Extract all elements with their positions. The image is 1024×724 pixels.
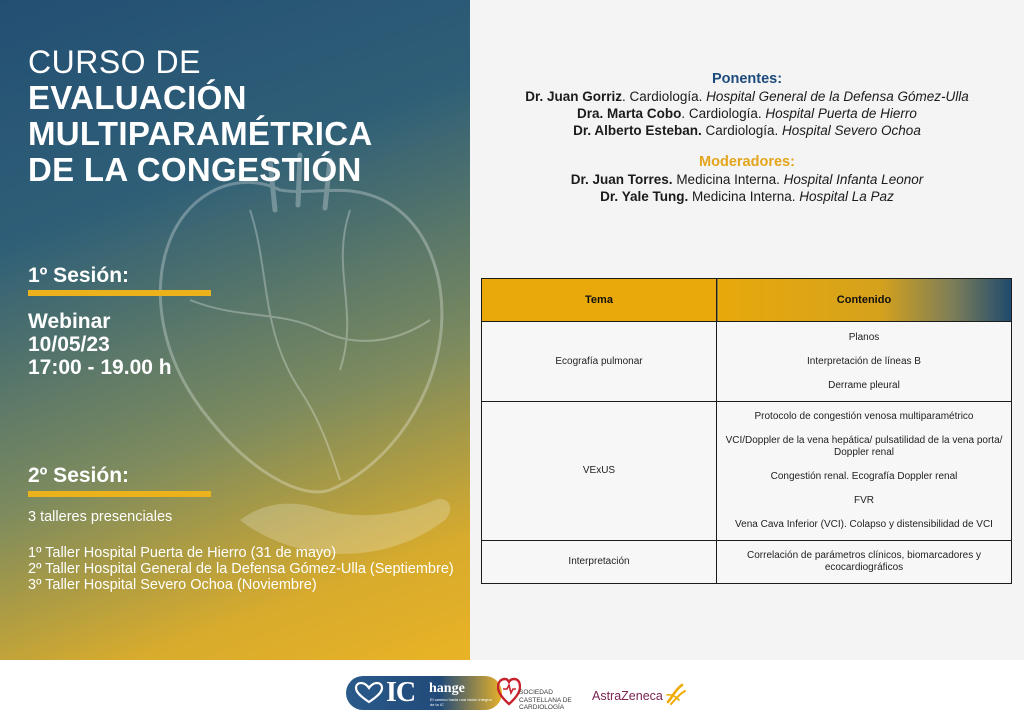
- contenido-item: Interpretación de líneas B: [807, 355, 921, 367]
- agenda-header-row: [482, 279, 1012, 322]
- astrazeneca-logo: [592, 682, 692, 706]
- contenido-item: Correlación de parámetros clínicos, biomarcadores y ecocardiográficos: [747, 550, 981, 573]
- agenda-header-contenido: Contenido: [717, 279, 1012, 322]
- table-row: [482, 322, 1012, 402]
- right-panel: [470, 0, 1024, 660]
- ponente-specialty: . Cardiología.: [622, 89, 707, 104]
- astrazeneca-text: AstraZeneca: [592, 689, 663, 703]
- heart-outline-icon: [354, 682, 384, 704]
- ponente-name: Dr. Juan Gorriz: [525, 89, 623, 104]
- moderadores-title: Moderadores:: [699, 154, 795, 170]
- contenido-item: FVR: [854, 495, 874, 506]
- table-row: [482, 402, 1012, 541]
- course-title-bold-1: EVALUACIÓN: [28, 79, 247, 116]
- session1-type: Webinar: [28, 310, 111, 333]
- contenido-item: Congestión renal. Ecografía Doppler renal: [770, 471, 958, 482]
- course-title-line1: CURSO DE: [28, 44, 201, 80]
- course-title: [28, 44, 458, 188]
- agenda-tema-cell: Interpretación: [482, 541, 717, 584]
- session1-time: 17:00 - 19.00 h: [28, 356, 172, 379]
- ponente-entry: [470, 88, 1024, 105]
- session2-underline: [28, 491, 211, 497]
- session1-details: [28, 310, 172, 379]
- moderador-name: Dr. Juan Torres.: [570, 172, 673, 187]
- ponente-entry: [470, 122, 1024, 139]
- astrazeneca-swirl-icon: [665, 682, 687, 706]
- ichange-tagline: El camino hacia una visión integral de la IC: [430, 697, 492, 707]
- contenido-item: Vena Cava Inferior (VCI). Colapso y distensibilidad de VCI: [735, 519, 993, 530]
- scc-logo: [497, 677, 579, 713]
- speakers-block: [470, 70, 1024, 205]
- agenda-tema-cell: Ecografía pulmonar: [482, 322, 717, 402]
- ponentes-title: Ponentes:: [711, 71, 783, 87]
- agenda-contenido-cell: [717, 541, 1012, 584]
- sponsor-footer: [0, 660, 1024, 724]
- course-title-bold-2: MULTIPARAMÉTRICA: [28, 115, 373, 152]
- course-title-bold-3: DE LA CONGESTIÓN: [28, 151, 362, 188]
- ponente-hospital: Hospital General de la Defensa Gómez-Ulla: [706, 89, 969, 104]
- scc-line: SOCIEDAD: [519, 689, 553, 696]
- scc-line: CASTELLANA DE: [519, 696, 572, 704]
- contenido-item: VCI/Doppler de la vena hepática/ pulsatilidad de la vena porta/ Doppler renal: [725, 435, 1003, 458]
- contenido-item: Protocolo de congestión venosa multiparamétrico: [754, 411, 974, 422]
- ichange-logo: [346, 676, 502, 710]
- taller-item: 2º Taller Hospital General de la Defensa Gómez-Ulla (Septiembre): [28, 561, 454, 577]
- taller-item: 3º Taller Hospital Severo Ochoa (Noviembre): [28, 577, 317, 593]
- agenda-header-tema: Tema: [482, 279, 717, 322]
- moderador-hospital: Hospital Infanta Leonor: [783, 172, 924, 187]
- table-row: [482, 541, 1012, 584]
- session1-heading: 1º Sesión:: [28, 264, 130, 287]
- moderador-entry: [470, 188, 1024, 205]
- session1-date: 10/05/23: [28, 333, 110, 356]
- taller-list: [28, 545, 468, 593]
- agenda-table: [481, 278, 1012, 584]
- ponente-hospital: Hospital Puerta de Hierro: [765, 106, 917, 121]
- contenido-item: Planos: [848, 331, 880, 343]
- ponente-specialty: . Cardiología.: [681, 106, 766, 121]
- left-panel: [0, 0, 470, 660]
- scc-text: [519, 689, 572, 712]
- moderador-specialty: Medicina Interna.: [688, 189, 800, 204]
- session2-heading: 2º Sesión:: [28, 464, 130, 487]
- ponente-specialty: Cardiología.: [701, 123, 782, 138]
- ichange-ic-text: IC: [386, 677, 416, 708]
- agenda-contenido-cell: [717, 322, 1012, 402]
- contenido-item: Derrame pleural: [828, 379, 900, 391]
- ichange-hange-text: hange: [429, 681, 465, 696]
- ponente-hospital: Hospital Severo Ochoa: [782, 123, 921, 138]
- moderador-specialty: Medicina Interna.: [672, 172, 784, 187]
- agenda-tema-cell: VExUS: [482, 402, 717, 541]
- moderador-name: Dr. Yale Tung.: [600, 189, 689, 204]
- moderador-entry: [470, 171, 1024, 188]
- moderador-hospital: Hospital La Paz: [799, 189, 894, 204]
- agenda-contenido-cell: [717, 402, 1012, 541]
- session1-underline: [28, 290, 211, 296]
- taller-item: 1º Taller Hospital Puerta de Hierro (31 de mayo): [28, 545, 337, 561]
- session2-intro: 3 talleres presenciales: [28, 509, 173, 525]
- ponente-name: Dr. Alberto Esteban.: [573, 123, 702, 138]
- ponente-entry: [470, 105, 1024, 122]
- scc-heart-icon: [497, 677, 521, 707]
- scc-line: CARDIOLOGÍA: [519, 704, 565, 711]
- ponente-name: Dra. Marta Cobo: [577, 106, 682, 121]
